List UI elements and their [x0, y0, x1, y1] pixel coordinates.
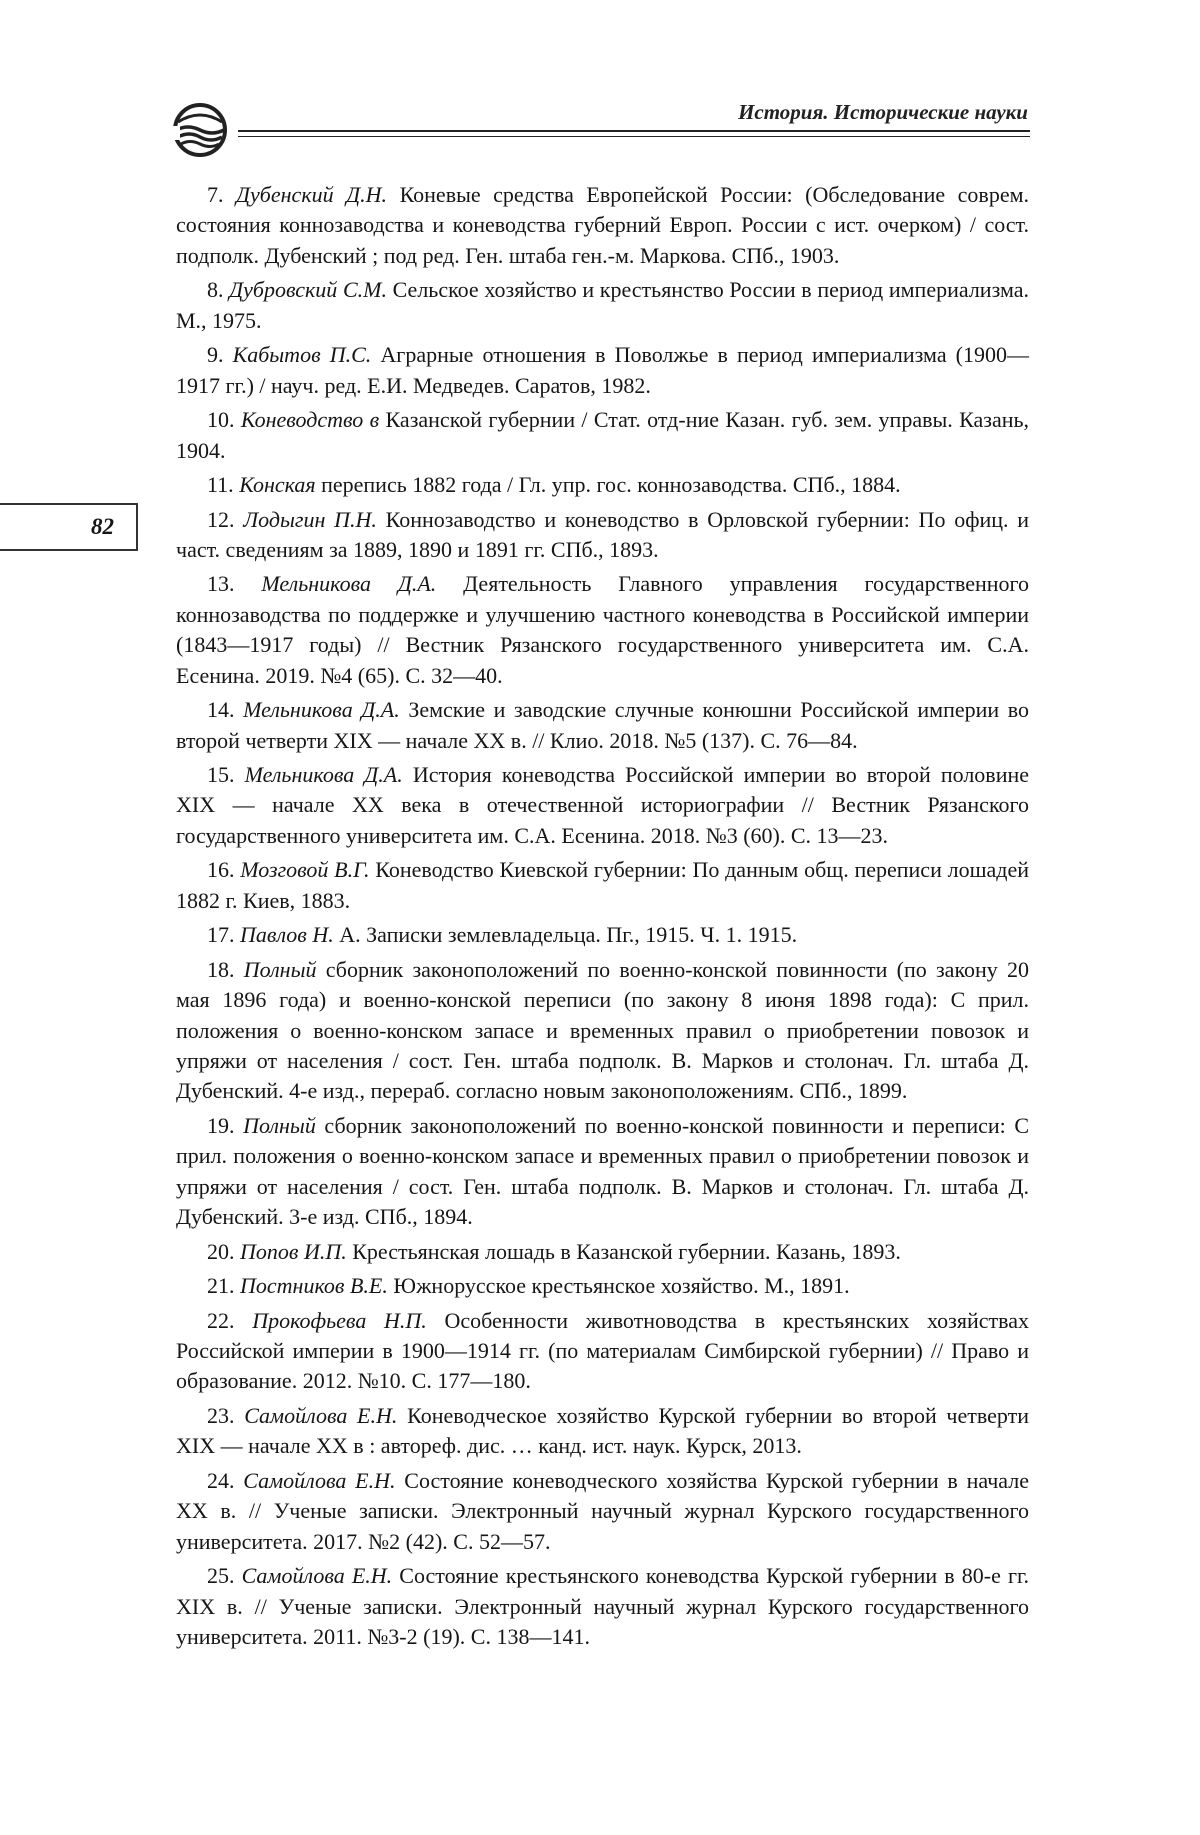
reference-author: Кабытов П.С.	[232, 342, 372, 368]
reference-item	[176, 920, 1029, 950]
reference-author: Лодыгин П.Н.	[243, 506, 377, 532]
reference-text: Состояние крестьянского коневодства Курской губернии в 80-е гг. XIX в. // Ученые записки. Электронный научный журнал Курского государственного университета. 2011. №3-2 (19). С. 138—141.	[176, 1563, 1030, 1649]
reference-item	[176, 180, 1029, 271]
reference-text: Сельское хозяйство и крестьянство России в период империализма. М., 1975.	[176, 277, 1029, 333]
reference-list	[176, 180, 1029, 1656]
reference-author: Самойлова Е.Н.	[241, 1563, 393, 1589]
reference-author: Дубровский С.М.	[229, 277, 387, 303]
reference-author: Мельникова Д.А.	[243, 697, 400, 723]
reference-author: Конская	[239, 472, 316, 498]
reference-number: 8.	[207, 277, 224, 303]
page-number-tab	[0, 503, 138, 551]
reference-author: Павлов Н.	[240, 922, 334, 948]
reference-item	[176, 340, 1029, 401]
reference-text: сборник законоположений по военно-конской повинности (по закону 20 мая 1896 года) и военно-конской переписи (по закону 8 июня 1898 года): С прил. положения о военно-конском запасе и временных правил о приобретении повозок и упряжи от населения / сост. Ген. штаба подполк. В. Марков и столонач. Гл. штаба Д. Дубенский. 4-е изд., перераб. согласно новым законоположениям. СПб., 1899.	[176, 956, 1030, 1104]
reference-number: 15.	[207, 762, 235, 788]
reference-item	[176, 1401, 1029, 1462]
reference-number: 12.	[207, 506, 235, 532]
reference-item	[176, 275, 1029, 336]
reference-text: Земские и заводские случные конюшни Российской империи во второй четверти XIX — начале XX в. // Клио. 2018. №5 (137). С. 76—84.	[176, 697, 1030, 753]
reference-item	[176, 505, 1029, 566]
reference-item	[176, 1561, 1029, 1652]
reference-number: 11.	[207, 472, 234, 498]
reference-text: Казанской губернии / Стат. отд-ние Казан. губ. зем. управы. Казань, 1904.	[176, 407, 1030, 463]
reference-number: 10.	[207, 407, 235, 433]
reference-item	[176, 470, 1029, 500]
reference-number: 22.	[207, 1307, 235, 1333]
reference-number: 21.	[207, 1273, 235, 1299]
reference-number: 16.	[207, 857, 235, 883]
reference-text: Коннозаводство и коневодство в Орловской губернии: По офиц. и част. сведениям за 1889, 1890 и 1891 гг. СПб., 1893.	[176, 506, 1030, 562]
reference-item	[176, 760, 1029, 851]
reference-text: Аграрные отношения в Поволжье в период империализма (1900—1917 гг.) / науч. ред. Е.И. Медведев. Саратов, 1982.	[176, 342, 1030, 398]
reference-text: сборник законоположений по военно-конской повинности и переписи: С прил. положения о военно-конском запасе и временных правил о приобретении повозок и упряжи от населения / сост. Ген. штаба подполк. В. Марков и столонач. Гл. штаба Д. Дубенский. 3-е изд. СПб., 1894.	[176, 1112, 1030, 1230]
page-header	[172, 96, 1030, 166]
reference-text: А. Записки землевладельца. Пг., 1915. Ч. 1. 1915.	[339, 922, 798, 948]
reference-text: перепись 1882 года / Гл. упр. гос. коннозаводства. СПб., 1884.	[321, 472, 901, 498]
reference-author: Попов И.П.	[240, 1238, 347, 1264]
reference-number: 18.	[207, 956, 235, 982]
reference-item	[176, 955, 1029, 1107]
reference-item	[176, 405, 1029, 466]
reference-text: Коневые средства Европейской России: (Обследование соврем. состояния коннозаводства и коневодства губерний Европ. России с ист. очерком) / сост. подполк. Дубенский ; под ред. Ген. штаба ген.-м. Маркова. СПб., 1903.	[176, 182, 1029, 268]
reference-item	[176, 569, 1029, 691]
reference-number: 7.	[207, 182, 224, 207]
reference-item	[176, 1466, 1029, 1557]
reference-number: 25.	[207, 1563, 235, 1589]
header-rule-top	[238, 130, 1030, 132]
reference-item	[176, 1111, 1029, 1233]
reference-item	[176, 695, 1029, 756]
reference-text: Деятельность Главного управления государственного коннозаводства по поддержке и улучшению частного коневодства в Российской империи (1843—1917 годы) // Вестник Рязанского государственного университета им. С.А. Есенина. 2019. №4 (65). С. 32—40.	[176, 571, 1030, 688]
reference-author: Самойлова Е.Н.	[244, 1402, 398, 1428]
reference-item	[176, 855, 1029, 916]
reference-author: Мельникова Д.А.	[244, 762, 403, 788]
reference-number: 19.	[207, 1112, 235, 1138]
reference-text: Коневодческое хозяйство Курской губернии во второй четверти XIX — начале XX в : автореф. дис. … канд. ист. наук. Курск, 2013.	[176, 1402, 1030, 1459]
reference-author: Постников В.Е.	[240, 1273, 388, 1299]
reference-author: Мельникова Д.А.	[261, 571, 437, 597]
reference-text: Особенности животноводства в крестьянских хозяйствах Российской империи в 1900—1914 гг. (по материалам Симбирской губернии) // Право и образование. 2012. №10. С. 177—180.	[176, 1307, 1030, 1394]
running-title: История. Исторические науки	[738, 100, 1028, 124]
reference-number: 9.	[207, 342, 224, 368]
reference-number: 14.	[207, 697, 235, 723]
reference-author: Полный	[243, 1112, 316, 1138]
reference-author: Полный	[243, 956, 317, 982]
reference-text: Коневодство Киевской губернии: По данным общ. переписи лошадей 1882 г. Киев, 1883.	[176, 857, 1030, 913]
reference-author: Мозговой В.Г.	[240, 857, 370, 883]
reference-author: Самойлова Е.Н.	[243, 1467, 396, 1493]
reference-number: 24.	[207, 1467, 235, 1493]
reference-text: История коневодства Российской империи во второй половине XIX — начале XX века в отечественной историографии // Вестник Рязанского государственного университета им. С.А. Есенина. 2018. №3 (60). С. 13—23.	[176, 762, 1030, 848]
reference-item	[176, 1237, 1029, 1267]
reference-number: 13.	[207, 571, 235, 597]
reference-author: Прокофьева Н.П.	[252, 1307, 427, 1333]
reference-number: 17.	[207, 922, 235, 948]
reference-text: Крестьянская лошадь в Казанской губернии. Казань, 1893.	[352, 1238, 901, 1264]
reference-text: Состояние коневодческого хозяйства Курской губернии в начале XX в. // Ученые записки. Электронный научный журнал Курского государственного университета. 2017. №2 (42). С. 52—57.	[176, 1467, 1030, 1554]
reference-item	[176, 1271, 1029, 1301]
reference-author: Дубенский Д.Н.	[236, 182, 388, 207]
reference-author: Коневодство в	[240, 407, 380, 433]
wave-globe-logo-icon	[172, 102, 234, 158]
reference-item	[176, 1306, 1029, 1397]
page-number: 82	[91, 514, 114, 539]
reference-text: Южнорусское крестьянское хозяйство. М., 1891.	[393, 1273, 850, 1299]
header-rule-bottom	[238, 136, 1030, 137]
reference-number: 20.	[207, 1238, 235, 1264]
reference-number: 23.	[207, 1402, 235, 1428]
